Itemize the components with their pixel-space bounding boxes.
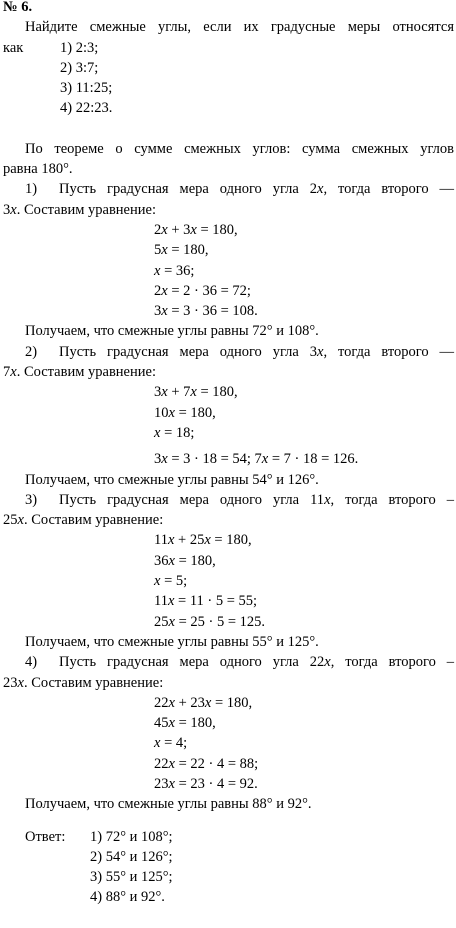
equation: 25x = 25 · 5 = 125. <box>154 613 265 630</box>
equation: x = 18; <box>154 424 195 441</box>
equation: 11x + 25x = 180, <box>154 532 252 549</box>
answer-row <box>3 867 454 887</box>
case-intro <box>3 342 454 362</box>
ratio-item: 2) 3:7; <box>60 59 99 76</box>
solution-document <box>3 0 454 908</box>
case-intro-cont: 25x. Составим уравнение: <box>3 512 164 529</box>
equation: 22x + 23x = 180, <box>154 694 253 711</box>
case-number: 2) <box>25 343 38 360</box>
ratio-row-1 <box>3 38 454 58</box>
answer-row <box>3 847 454 867</box>
case-result: Получаем, что смежные углы равны 54° и 126°. <box>25 471 319 488</box>
equation: 3x = 3 · 18 = 54; 7x = 7 · 18 = 126. <box>154 451 359 468</box>
case-intro <box>3 652 454 672</box>
equation: 36x = 180, <box>154 552 216 569</box>
theory-line: равна 180°. <box>3 161 73 178</box>
case-intro-text: Пусть градусная мера одного угла 3x, тогда второго — <box>59 343 454 360</box>
answer-label: Ответ: <box>25 828 66 845</box>
ratio-item: 4) 22:23. <box>60 100 113 117</box>
equation: 2x + 3x = 180, <box>154 221 238 238</box>
equation: 3x + 7x = 180, <box>154 384 238 401</box>
case-intro-cont: 23x. Составим уравнение: <box>3 674 164 691</box>
ratio-item: 3) 11:25; <box>60 80 113 97</box>
case-number: 1) <box>25 181 38 198</box>
case-intro-cont: 7x. Составим уравнение: <box>3 364 156 381</box>
equation: 5x = 180, <box>154 242 209 259</box>
equation: 45x = 180, <box>154 715 216 732</box>
problem-number: № 6. <box>3 0 33 15</box>
equation: 3x = 3 · 36 = 108. <box>154 303 258 320</box>
equation: 10x = 180, <box>154 404 216 421</box>
spacer <box>3 119 454 139</box>
case-number: 3) <box>25 491 38 508</box>
answer-item: 4) 88° и 92°. <box>90 889 165 906</box>
problem-statement: Найдите смежные углы, если их градусные меры относятся <box>25 19 454 36</box>
case-intro <box>3 490 454 510</box>
case-intro-text: Пусть градусная мера одного угла 11x, тогда второго – <box>59 491 454 508</box>
case-result: Получаем, что смежные углы равны 72° и 108°. <box>25 323 319 340</box>
theory-line: По теореме о сумме смежных углов: сумма смежных углов <box>25 140 454 157</box>
equation: x = 4; <box>154 735 188 752</box>
case-result: Получаем, что смежные углы равны 55° и 125°. <box>25 633 319 650</box>
answer-row <box>3 887 454 907</box>
answer-item: 2) 54° и 126°; <box>90 848 173 865</box>
answer-item: 1) 72° и 108°; <box>90 828 173 845</box>
equation: 23x = 23 · 4 = 92. <box>154 775 258 792</box>
equation: 11x = 11 · 5 = 55; <box>154 593 258 610</box>
case-number: 4) <box>25 654 38 671</box>
case-intro-text: Пусть градусная мера одного угла 22x, тогда второго – <box>59 654 454 671</box>
equation: 22x = 22 · 4 = 88; <box>154 755 259 772</box>
answer-item: 3) 55° и 125°; <box>90 869 173 886</box>
equation: x = 5; <box>154 573 188 590</box>
case-intro-cont: 3x. Составим уравнение: <box>3 201 156 218</box>
case-intro-text: Пусть градусная мера одного угла 2x, тогда второго — <box>59 181 454 198</box>
answer-row <box>3 827 454 847</box>
case-result: Получаем, что смежные углы равны 88° и 92°. <box>25 796 312 813</box>
statement-prefix: как <box>3 39 24 56</box>
ratio-item: 1) 2:3; <box>60 39 99 56</box>
equation: x = 36; <box>154 262 195 279</box>
case-intro <box>3 179 454 199</box>
equation: 2x = 2 · 36 = 72; <box>154 282 251 299</box>
